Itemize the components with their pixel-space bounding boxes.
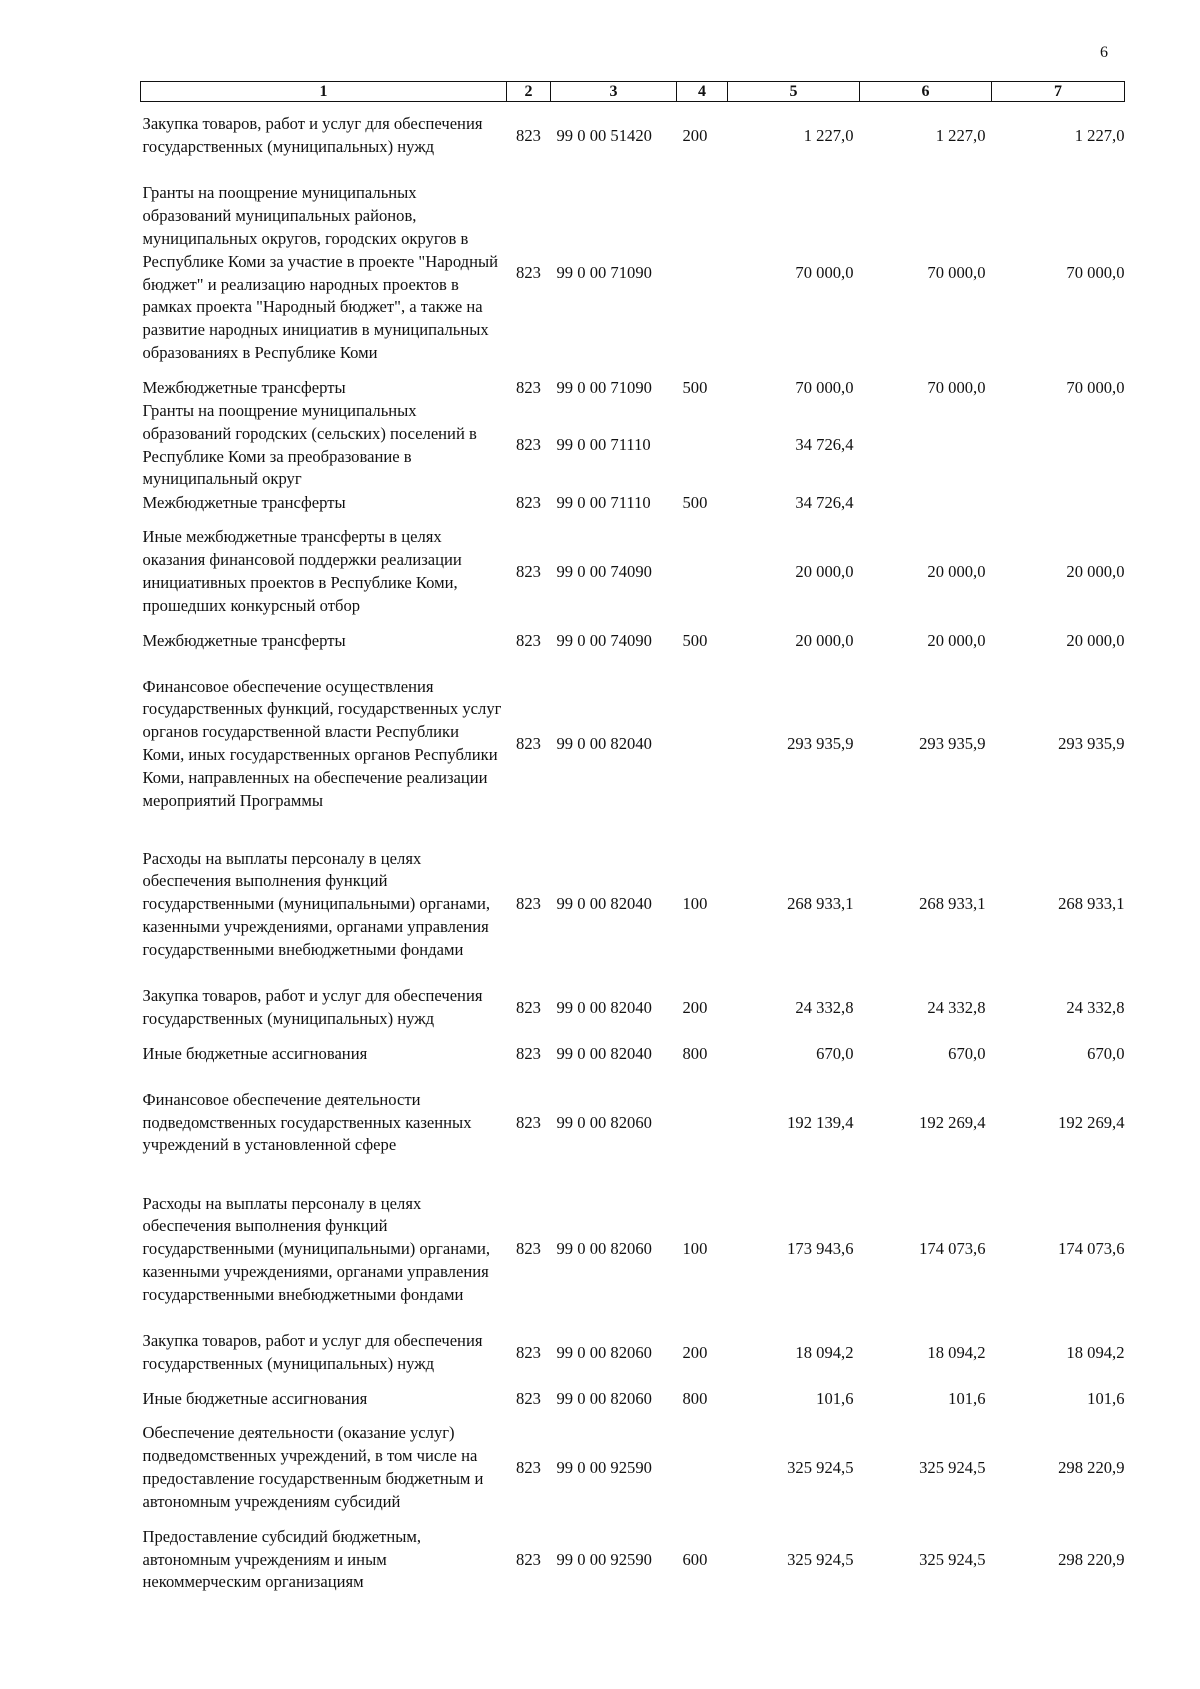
row-target-article: 99 0 00 74090 bbox=[556, 561, 652, 581]
row-value-5: 24 332,8 bbox=[795, 997, 854, 1017]
row-target-article: 99 0 00 82060 bbox=[556, 1112, 652, 1132]
row-name: Межбюджетные трансферты bbox=[142, 492, 346, 512]
row-value-5: 34 726,4 bbox=[795, 492, 854, 512]
row-target-article: 99 0 00 74090 bbox=[556, 630, 652, 650]
row-name: Закупка товаров, работ и услуг для обеспечения государственных (муниципальных) нужд bbox=[142, 114, 483, 157]
row-value-7 bbox=[992, 400, 1125, 492]
row-expense-type: 600 bbox=[682, 1549, 708, 1569]
row-expense-type: 200 bbox=[682, 997, 708, 1017]
row-value-6: 192 269,4 bbox=[919, 1112, 986, 1132]
row-target-article: 99 0 00 92590 bbox=[556, 1549, 652, 1569]
table-row bbox=[141, 102, 1125, 171]
row-value-6: 20 000,0 bbox=[927, 561, 986, 581]
row-value-6 bbox=[860, 400, 992, 492]
row-value-7: 70 000,0 bbox=[1066, 377, 1125, 397]
row-expense-type: 800 bbox=[682, 1388, 708, 1408]
row-name: Межбюджетные трансферты bbox=[142, 630, 346, 650]
row-target-article: 99 0 00 71090 bbox=[556, 263, 652, 283]
table-row bbox=[141, 836, 1125, 974]
row-value-6 bbox=[860, 492, 992, 515]
row-value-6: 24 332,8 bbox=[927, 997, 986, 1017]
table-row bbox=[141, 492, 1125, 515]
row-admin-code: 823 bbox=[516, 1342, 541, 1362]
row-target-article: 99 0 00 82060 bbox=[556, 1239, 652, 1259]
row-expense-type: 500 bbox=[682, 377, 708, 397]
row-value-5: 1 227,0 bbox=[803, 125, 854, 145]
table-row bbox=[141, 1066, 1125, 1181]
row-name: Предоставление субсидий бюджетным, автономным учреждениям и иным некоммерческим организациям bbox=[142, 1526, 422, 1592]
row-name: Закупка товаров, работ и услуг для обеспечения государственных (муниципальных) нужд bbox=[142, 1331, 483, 1373]
row-target-article: 99 0 00 71110 bbox=[556, 435, 651, 455]
row-value-6: 174 073,6 bbox=[919, 1239, 986, 1259]
row-admin-code: 823 bbox=[516, 1239, 541, 1259]
row-admin-code: 823 bbox=[516, 894, 541, 914]
row-value-5: 670,0 bbox=[816, 1043, 854, 1063]
row-admin-code: 823 bbox=[516, 561, 541, 581]
row-name: Иные бюджетные ассигнования bbox=[142, 1043, 368, 1063]
row-expense-type: 100 bbox=[682, 1239, 708, 1259]
row-admin-code: 823 bbox=[516, 492, 541, 512]
page-number: 6 bbox=[1100, 44, 1108, 61]
row-value-6: 1 227,0 bbox=[935, 125, 986, 145]
row-name: Расходы на выплаты персоналу в целях обеспечения выполнения функций государственными (муниципальными) органами, казенными учреждениями, органами управления государственными внебюджетными фондами bbox=[142, 1193, 490, 1304]
header-col-2: 2 bbox=[507, 82, 551, 102]
table-row bbox=[141, 1388, 1125, 1411]
row-value-5: 101,6 bbox=[816, 1388, 854, 1408]
row-expense-type bbox=[677, 400, 728, 492]
row-admin-code: 823 bbox=[516, 733, 541, 753]
row-expense-type bbox=[677, 1411, 728, 1526]
row-value-5: 293 935,9 bbox=[787, 733, 854, 753]
header-col-7: 7 bbox=[992, 82, 1125, 102]
row-admin-code: 823 bbox=[516, 125, 541, 145]
row-admin-code: 823 bbox=[516, 997, 541, 1017]
row-value-7: 298 220,9 bbox=[1058, 1549, 1125, 1569]
table-row bbox=[141, 1181, 1125, 1319]
row-value-7: 670,0 bbox=[1087, 1043, 1125, 1063]
row-expense-type bbox=[677, 171, 728, 377]
row-admin-code: 823 bbox=[516, 377, 541, 397]
row-value-7: 1 227,0 bbox=[1074, 125, 1125, 145]
row-expense-type: 200 bbox=[682, 125, 708, 145]
row-admin-code: 823 bbox=[516, 435, 541, 455]
row-name: Иные межбюджетные трансферты в целях оказания финансовой поддержки реализации инициативных проектов в Республике Коми, прошедших конкурсный отбор bbox=[142, 527, 462, 615]
row-value-5: 325 924,5 bbox=[787, 1549, 854, 1569]
row-admin-code: 823 bbox=[516, 1549, 541, 1569]
row-value-6: 18 094,2 bbox=[927, 1342, 986, 1362]
row-value-5: 34 726,4 bbox=[795, 435, 854, 455]
row-admin-code: 823 bbox=[516, 1457, 541, 1477]
table-row bbox=[141, 653, 1125, 836]
row-value-7: 268 933,1 bbox=[1058, 894, 1125, 914]
row-target-article: 99 0 00 82040 bbox=[556, 1043, 652, 1063]
row-name: Финансовое обеспечение осуществления государственных функций, государственных услуг органов государственной власти Республики Коми, иных государственных органов Республики Коми, направленных на обеспечение реализации мероприятий Программы bbox=[142, 676, 502, 810]
row-target-article: 99 0 00 92590 bbox=[556, 1457, 652, 1477]
row-value-7: 70 000,0 bbox=[1066, 263, 1125, 283]
table-body bbox=[141, 102, 1125, 1595]
row-value-7: 192 269,4 bbox=[1058, 1112, 1125, 1132]
row-expense-type: 500 bbox=[682, 630, 708, 650]
row-value-7: 18 094,2 bbox=[1066, 1342, 1125, 1362]
row-value-7: 20 000,0 bbox=[1066, 561, 1125, 581]
row-value-6: 670,0 bbox=[948, 1043, 986, 1063]
row-value-6: 70 000,0 bbox=[927, 377, 986, 397]
row-value-7: 293 935,9 bbox=[1058, 733, 1125, 753]
row-expense-type: 100 bbox=[682, 894, 708, 914]
row-admin-code: 823 bbox=[516, 1388, 541, 1408]
row-name: Иные бюджетные ассигнования bbox=[142, 1388, 368, 1408]
row-value-6: 20 000,0 bbox=[927, 630, 986, 650]
row-admin-code: 823 bbox=[516, 630, 541, 650]
row-name: Закупка товаров, работ и услуг для обеспечения государственных (муниципальных) нужд bbox=[142, 986, 483, 1028]
row-value-5: 70 000,0 bbox=[795, 377, 854, 397]
header-row bbox=[141, 82, 1125, 102]
row-value-6: 293 935,9 bbox=[919, 733, 986, 753]
row-target-article: 99 0 00 82060 bbox=[556, 1342, 652, 1362]
row-expense-type bbox=[677, 653, 728, 836]
row-admin-code: 823 bbox=[516, 1112, 541, 1132]
row-name: Межбюджетные трансферты bbox=[142, 377, 346, 397]
row-name: Гранты на поощрение муниципальных образований городских (сельских) поселений в Республике Коми за преобразование в муниципальный округ bbox=[142, 400, 477, 489]
header-col-3: 3 bbox=[551, 82, 677, 102]
row-target-article: 99 0 00 82060 bbox=[556, 1388, 652, 1408]
table-row bbox=[141, 515, 1125, 630]
table-row bbox=[141, 377, 1125, 400]
row-target-article: 99 0 00 71090 bbox=[556, 377, 652, 397]
row-value-7: 24 332,8 bbox=[1066, 997, 1125, 1017]
table-row bbox=[141, 1043, 1125, 1066]
row-value-6: 268 933,1 bbox=[919, 894, 986, 914]
row-value-6: 70 000,0 bbox=[927, 263, 986, 283]
table-row bbox=[141, 1526, 1125, 1595]
row-value-7 bbox=[992, 492, 1125, 515]
row-value-7: 101,6 bbox=[1087, 1388, 1125, 1408]
row-value-5: 70 000,0 bbox=[795, 263, 854, 283]
header-col-1: 1 bbox=[141, 82, 507, 102]
row-value-5: 18 094,2 bbox=[795, 1342, 854, 1362]
row-name: Расходы на выплаты персоналу в целях обеспечения выполнения функций государственными (муниципальными) органами, казенными учреждениями, органами управления государственными внебюджетными фондами bbox=[142, 848, 490, 959]
header-col-4: 4 bbox=[677, 82, 728, 102]
row-target-article: 99 0 00 51420 bbox=[556, 125, 652, 145]
table-row bbox=[141, 1411, 1125, 1526]
row-expense-type bbox=[677, 515, 728, 630]
row-value-5: 192 139,4 bbox=[787, 1112, 854, 1132]
row-target-article: 99 0 00 82040 bbox=[556, 997, 652, 1017]
row-value-7: 174 073,6 bbox=[1058, 1239, 1125, 1259]
row-admin-code: 823 bbox=[516, 1043, 541, 1063]
table-row bbox=[141, 171, 1125, 377]
row-value-6: 101,6 bbox=[948, 1388, 986, 1408]
row-value-7: 20 000,0 bbox=[1066, 630, 1125, 650]
row-name: Финансовое обеспечение деятельности подведомственных государственных казенных учреждений в установленной сфере bbox=[142, 1089, 472, 1155]
table-row bbox=[141, 974, 1125, 1043]
row-admin-code: 823 bbox=[516, 263, 541, 283]
row-name: Гранты на поощрение муниципальных образований муниципальных районов, муниципальных округов, городских округов в Республике Коми за участие в проекте "Народный бюджет" и реализацию народных проектов в рамках проекта "Народный бюджет", а также на развитие народных инициатив в муниципальных образованиях в Республике Коми bbox=[142, 183, 499, 362]
table-header bbox=[141, 82, 1125, 102]
budget-table bbox=[140, 81, 1125, 1595]
row-name: Обеспечение деятельности (оказание услуг) подведомственных учреждений, в том числе на предоставление государственным бюджетным и автономным учреждениям субсидий bbox=[142, 1423, 484, 1511]
row-value-5: 268 933,1 bbox=[787, 894, 854, 914]
row-value-5: 20 000,0 bbox=[795, 561, 854, 581]
row-value-5: 173 943,6 bbox=[787, 1239, 854, 1259]
row-expense-type: 500 bbox=[682, 492, 708, 512]
row-expense-type: 800 bbox=[682, 1043, 708, 1063]
row-value-5: 20 000,0 bbox=[795, 630, 854, 650]
table-row bbox=[141, 630, 1125, 653]
row-value-6: 325 924,5 bbox=[919, 1457, 986, 1477]
row-expense-type bbox=[677, 1066, 728, 1181]
row-value-6: 325 924,5 bbox=[919, 1549, 986, 1569]
row-target-article: 99 0 00 82040 bbox=[556, 733, 652, 753]
row-target-article: 99 0 00 82040 bbox=[556, 894, 652, 914]
row-expense-type: 200 bbox=[682, 1342, 708, 1362]
row-target-article: 99 0 00 71110 bbox=[556, 492, 651, 512]
row-value-7: 298 220,9 bbox=[1058, 1457, 1125, 1477]
header-col-5: 5 bbox=[728, 82, 860, 102]
table-row bbox=[141, 400, 1125, 492]
table-row bbox=[141, 1319, 1125, 1388]
header-col-6: 6 bbox=[860, 82, 992, 102]
row-value-5: 325 924,5 bbox=[787, 1457, 854, 1477]
